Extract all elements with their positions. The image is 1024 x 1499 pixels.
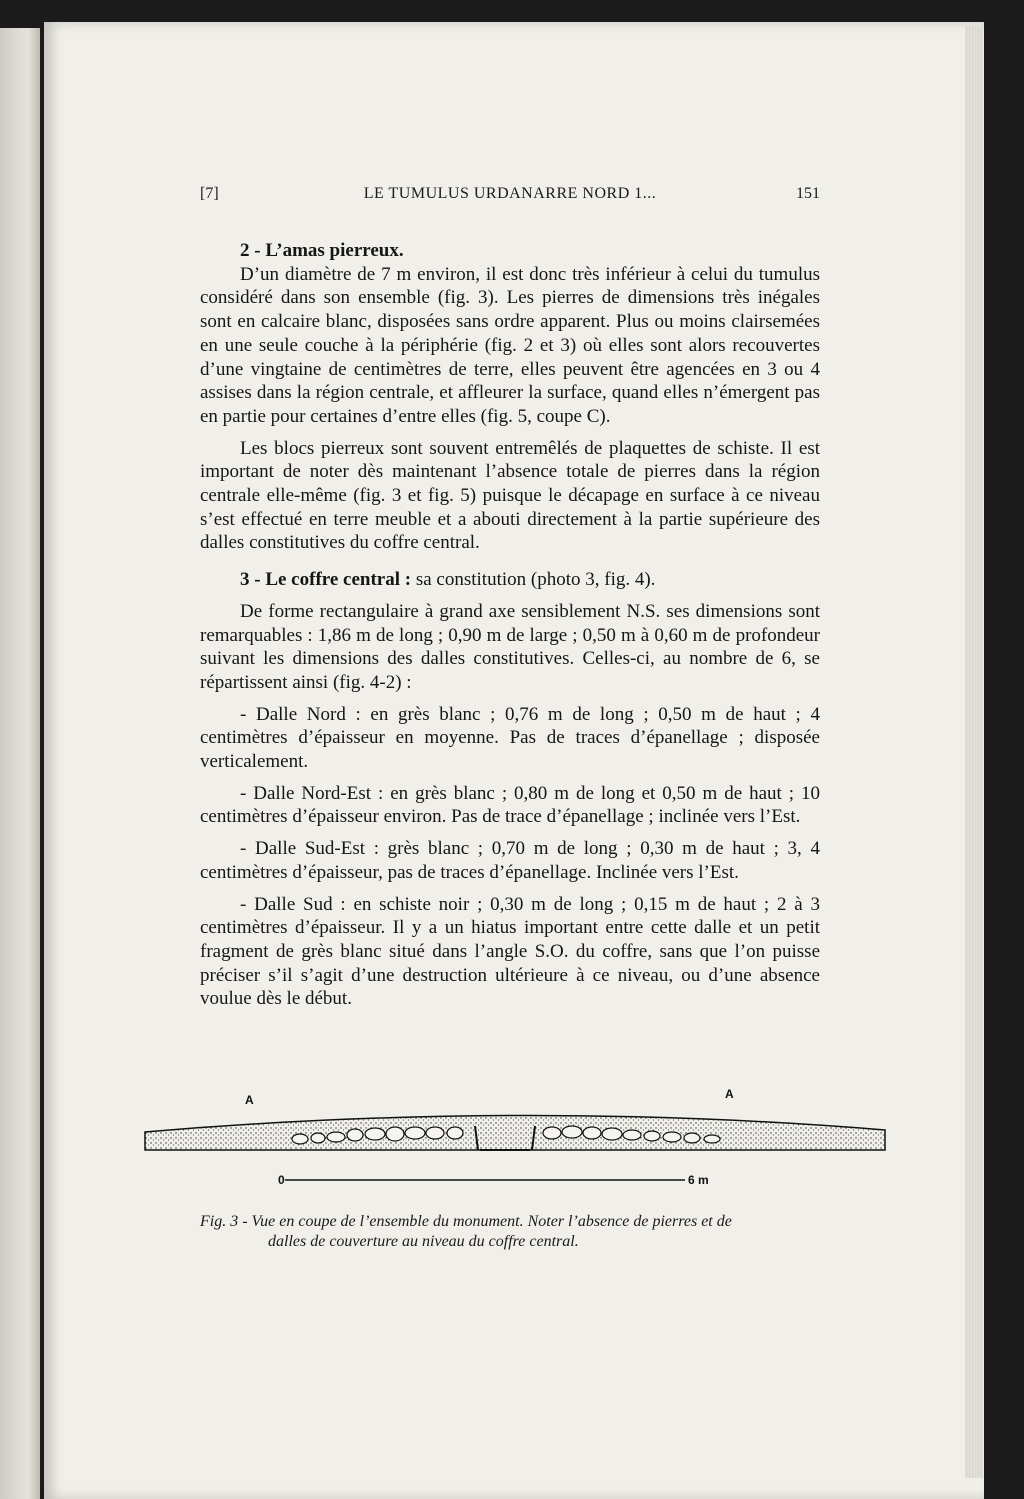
figure-caption xyxy=(200,1212,840,1252)
section-3-heading xyxy=(200,568,820,592)
section-2-paragraph-2: Les blocs pierreux sont souvent entremêlés de plaquettes de schiste. Il est important de noter dès maintenant l’absence totale de pierres dans la région centrale elle-même (fig. 3 et fig. 5) puisque le décapage en surface à ce niveau s’est effectué en terre meuble et a abouti directement à la partie supérieure des dalles constitutives du coffre central. xyxy=(200,437,820,554)
section-label-left: A xyxy=(245,1093,254,1107)
section-3-heading-bold: 3 - Le coffre central : xyxy=(240,569,412,591)
scale-start-label: 0 xyxy=(278,1173,285,1187)
page-number: 151 xyxy=(796,185,820,202)
page-reference: [7] xyxy=(200,185,219,202)
section-3-paragraph-1: De forme rectangulaire à grand axe sensiblement N.S. ses dimensions sont remarquables : 1,86 m de long ; 0,90 m de large ; 0,50 m à 0,60 m de profondeur suivant les dimensions des dalles constitutives. Celles-ci, au nombre de 6, se répartissent ainsi (fig. 4-2) : xyxy=(200,600,820,693)
page-stack-edge xyxy=(965,26,983,1478)
mound-profile xyxy=(145,1115,885,1150)
section-3-heading-rest: sa constitution (photo 3, fig. 4). xyxy=(415,569,656,591)
slab-item-south-east: - Dalle Sud-Est : grès blanc ; 0,70 m de long ; 0,30 m de haut ; 3, 4 centimètres d’épaisseur, pas de traces d’épanellage. Inclinée vers l’Est. xyxy=(200,838,820,883)
body-text xyxy=(200,239,820,1011)
section-2-heading: 2 - L’amas pierreux. xyxy=(240,240,404,261)
section-label-right: A xyxy=(725,1087,734,1101)
caption-line-1: Fig. 3 - Vue en coupe de l’ensemble du monument. Noter l’absence de pierres et de xyxy=(200,1213,732,1230)
slab-item-south: - Dalle Sud : en schiste noir ; 0,30 m de long ; 0,15 m de haut ; 2 à 3 centimètres d’épaisseur. Il y a un hiatus important entre cette dalle et un petit fragment de grès blanc situé dans l’angle S.O. du coffre, sans que l’on puisse préciser s’il s’agit d’une destruction ultérieure à ce niveau, ou d’une absence voulue dès le début. xyxy=(200,893,820,1010)
running-header xyxy=(200,185,820,209)
section-2-paragraph-1: D’un diamètre de 7 m environ, il est donc très inférieur à celui du tumulus considéré dans son ensemble (fig. 3). Les pierres de dimensions très inégales sont en calcaire blanc, disposées sans ordre apparent. Plus ou moins clairsemées en une seule couche à la périphérie (fig. 2 et 3) où elles sont alors recouvertes d’une vingtaine de centimètres de terre, elles peuvent être agencées en 3 ou 4 assises dans la région centrale, et affleurer la surface, quand elles n’émergent pas en partie pour certaines d’entre elles (fig. 5, coupe C). xyxy=(200,263,820,427)
scale-end-label: 6 m xyxy=(688,1173,709,1187)
facing-page-edge xyxy=(0,28,40,1499)
running-title: LE TUMULUS URDANARRE NORD 1... xyxy=(363,185,657,202)
cross-section-figure xyxy=(140,1082,900,1192)
caption-line-2: dalles de couverture au niveau du coffre central. xyxy=(268,1233,579,1250)
slab-item-north: - Dalle Nord : en grès blanc ; 0,76 m de long ; 0,50 m de haut ; 4 centimètres d’épaisseur en moyenne. Pas de traces d’épanellage ; disposée verticalement. xyxy=(200,703,820,773)
slab-item-north-east: - Dalle Nord-Est : en grès blanc ; 0,80 m de long et 0,50 m de haut ; 10 centimètres d’épaisseur environ. Pas de trace d’épanellage ; inclinée vers l’Est. xyxy=(200,782,820,828)
